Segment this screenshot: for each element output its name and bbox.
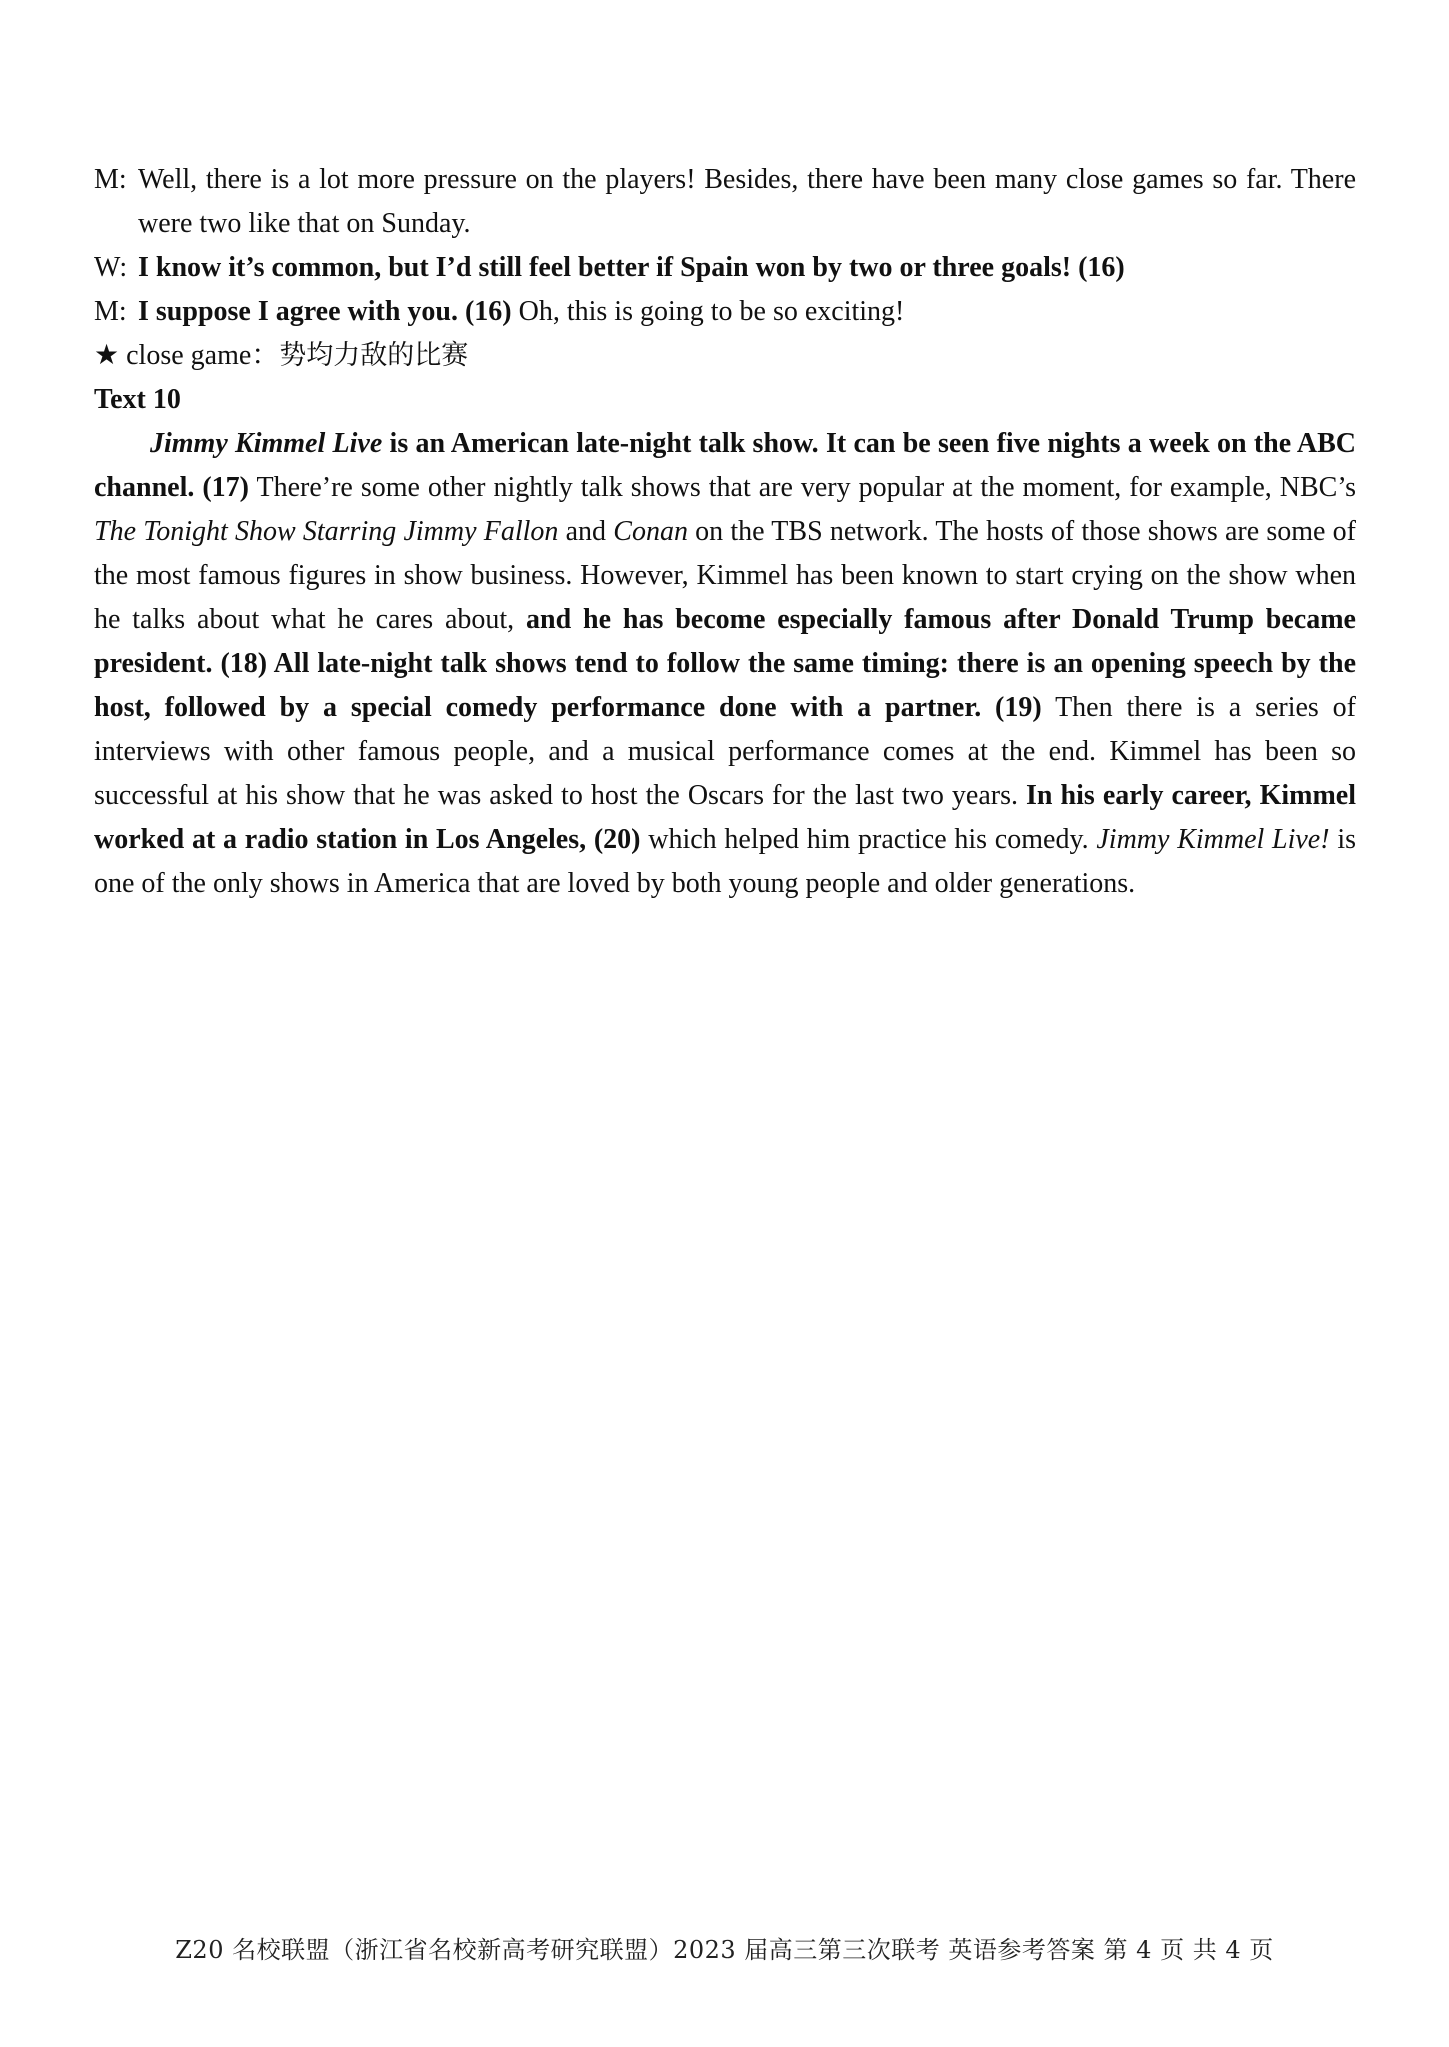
transcript-paragraph [94, 422, 1356, 906]
paragraph-segment-show-title: Jimmy Kimmel Live [150, 428, 383, 459]
dialogue-text [138, 246, 1356, 290]
dialogue-line [94, 290, 1356, 334]
dialogue-segment-answer: I know it’s common, but I’d still feel better if Spain won by two or three goals! (16) [138, 252, 1125, 283]
section-title: Text 10 [94, 384, 181, 415]
paragraph-segment: which helped him practice his comedy. [640, 824, 1097, 855]
note-term: close game： [119, 340, 280, 371]
paragraph-segment: and [558, 516, 614, 547]
speaker-label: M: [94, 296, 127, 327]
note-meaning: 势均力敌的比赛 [279, 340, 469, 371]
dialogue-segment-answer: I suppose I agree with you. (16) [138, 296, 512, 327]
paragraph-segment: is one of the only shows in America that are loved by both young people and older generations. [94, 824, 1356, 899]
page-footer: Z20 名校联盟（浙江省名校新高考研究联盟）2023 届高三第三次联考 英语参考答案 第 4 页 共 4 页 [175, 1936, 1274, 1964]
dialogue-line [94, 246, 1356, 290]
paragraph-segment: There’re some other nightly talk shows that are very popular at the moment, for example, NBC’s [249, 472, 1357, 503]
speaker-label: M: [94, 164, 127, 195]
speaker-label: W: [94, 252, 128, 283]
dialogue-segment: Well, there is a lot more pressure on the players! Besides, there have been many close games so far. There were two like that on Sunday. [138, 164, 1356, 239]
paragraph-segment-answer: is an American late-night talk show. It can be seen five nights a week on the ABC channel. (17) [94, 428, 1356, 503]
paragraph-segment-show-title: Jimmy Kimmel Live! [1096, 824, 1330, 855]
paragraph-segment-show-title: The Tonight Show Starring Jimmy Fallon [94, 516, 559, 547]
paragraph-segment-answer: In his early career, Kimmel worked at a radio station in Los Angeles, (20) [94, 780, 1356, 855]
vocabulary-note [94, 334, 1356, 378]
page-content [94, 158, 1356, 906]
dialogue-text [138, 290, 1356, 334]
dialogue-line [94, 158, 1356, 246]
star-icon: ★ [94, 340, 120, 371]
paragraph-segment: on the TBS network. The hosts of those shows are some of the most famous figures in show business. However, Kimmel has been known to start crying on the show when he talks about what he cares about, [94, 516, 1356, 635]
paragraph-segment-answer: and he has become especially famous after Donald Trump became president. (18) All late-night talk shows tend to follow the same timing: there is an opening speech by the host, followed by a special comedy performance done with a partner. (19) [94, 604, 1356, 723]
dialogue-segment: Oh, this is going to be so exciting! [511, 296, 905, 327]
paragraph-segment: Then there is a series of interviews with other famous people, and a musical performance comes at the end. Kimmel has been so successful at his show that he was asked to host the Oscars for the last two years. [94, 692, 1356, 811]
paragraph-segment-show-title: Conan [613, 516, 688, 547]
dialogue-text [138, 158, 1356, 246]
